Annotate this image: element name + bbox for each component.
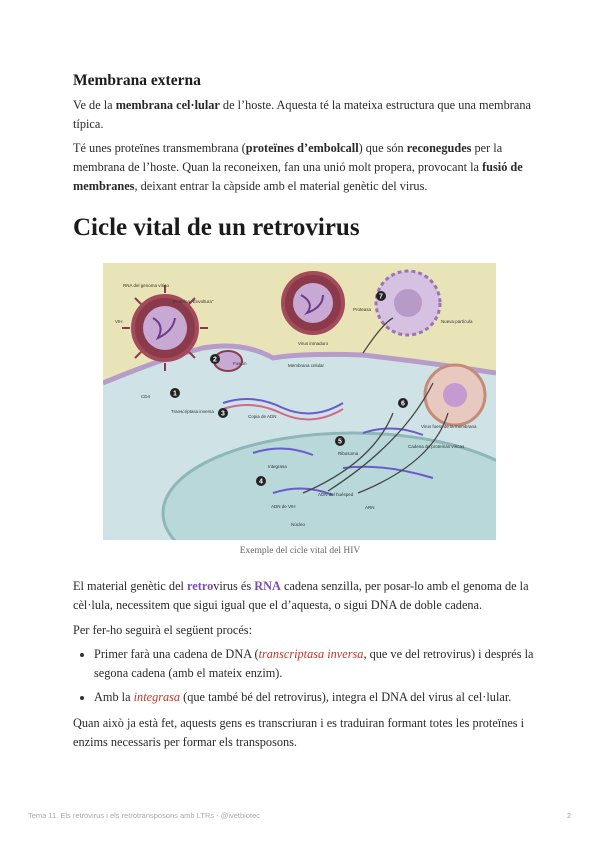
label-immature: Virus inmaduro xyxy=(298,341,329,346)
hiv-life-cycle-figure xyxy=(103,263,496,540)
step-2: 2 xyxy=(213,356,217,364)
page-number: 2 xyxy=(567,811,572,820)
label-rna: ARN xyxy=(365,505,375,510)
paragraph-proteins: Té unes proteïnes transmembrana (proteïnes d’embolcall) que són reconegudes per la membrana de l’hoste. Quan la reconeixen, fan una unió molt propera, provocant la fusió de membranes, deixant entrar la càpside amb el material genètic del virus. xyxy=(73,141,523,193)
step-5: 5 xyxy=(338,438,342,446)
label-transcriptase: Transcriptasa inversa xyxy=(171,409,214,414)
label-fusion: Fusión xyxy=(233,361,247,366)
footer-text: Tema 11. Els retrovirus i els retrotransposons amb LTRs - @ivetbiotec xyxy=(28,811,261,820)
figure-caption: Exemple del cicle vital del HIV xyxy=(239,546,361,556)
paragraph-conclusion: Quan això ja està fet, aquests gens es transcriuran i es traduiran formant totes les proteïnes i enzims necessaris per formar els transposons. xyxy=(73,716,525,749)
label-genome: RNA del genoma vírico xyxy=(123,283,170,288)
label-nucleus: Núcleo xyxy=(291,522,306,527)
label-membrane: Membrana celular xyxy=(288,363,325,368)
label-capsid: Proteína "Envoltura" xyxy=(173,299,214,304)
step-3: 3 xyxy=(221,410,225,418)
label-bud: Virus fuera de la membrana xyxy=(421,424,477,429)
budding-virus xyxy=(425,365,485,425)
section-heading: Membrana externa xyxy=(73,72,201,89)
list-item: Amb la integrasa (que també bé del retrovirus), integra el DNA del virus al cel·lular. xyxy=(73,688,535,707)
list-item: Primer farà una cadena de DNA (transcriptasa inversa, que ve del retrovirus) i després la segona cadena (amb el mateix enzim). xyxy=(73,645,535,683)
step-6: 6 xyxy=(401,400,405,408)
paragraph-genetic-material: El material genètic del retrovirus és RNA cadena senzilla, per posar-lo amb el genoma de la cèl·lula, necessitem que sigui igual que el d’aquesta, o sigui DNA de doble cadena. xyxy=(73,579,529,612)
label-integrase: Integrasa xyxy=(268,464,287,469)
immature-virus xyxy=(376,271,440,335)
step-1: 1 xyxy=(173,390,177,398)
label-ribosome: Ribosoma xyxy=(338,451,359,456)
step-4: 4 xyxy=(259,478,263,486)
paragraph-membrane: Ve de la membrana cel·lular de l’hoste. Aquesta té la mateixa estructura que una membrana típica. xyxy=(73,98,531,131)
vih-virus-top xyxy=(283,273,343,333)
label-protease: Proteasa xyxy=(353,307,372,312)
label-viral-dna: ADN de VIH xyxy=(271,504,296,509)
label-new-virus: Nueva partícula xyxy=(441,319,473,324)
label-host-dna: ADN del huésped xyxy=(318,492,354,497)
paragraph-process-intro: Per fer-ho seguirà el següent procés: xyxy=(73,623,253,637)
main-heading: Cicle vital de un retrovirus xyxy=(73,214,360,241)
label-copy: Copia de ADN xyxy=(248,414,277,419)
step-7: 7 xyxy=(379,293,383,301)
label-chain: Cadena de proteínas víricas xyxy=(408,444,465,449)
process-list xyxy=(73,645,535,712)
label-vih: VIH xyxy=(115,319,123,324)
label-cd4: CD4 xyxy=(141,394,151,399)
